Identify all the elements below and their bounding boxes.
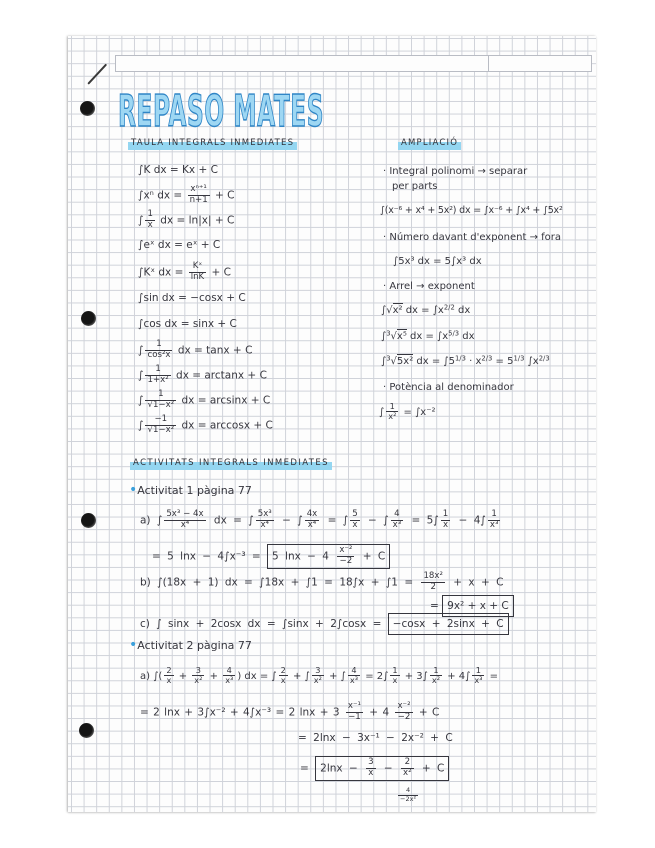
note-line <box>383 378 514 398</box>
side-note <box>396 786 420 806</box>
fraction-denominator: x² <box>403 767 412 778</box>
fraction-denominator: x <box>441 520 450 531</box>
fraction <box>164 510 205 531</box>
formula-line <box>138 415 273 436</box>
punch-hole <box>80 101 95 116</box>
math-text: ) dx = ∫ <box>237 670 277 682</box>
math-text: dx = tanx + C <box>174 344 253 357</box>
math-text: = ∫ <box>321 514 349 527</box>
math-text: − ∫ <box>275 514 303 527</box>
fraction-numerator: 4 <box>394 509 400 519</box>
math-text: + C <box>208 266 232 279</box>
fraction-denominator: −1 <box>346 712 363 723</box>
math-text: ∫√ <box>381 305 393 316</box>
fraction-denominator: x <box>390 675 399 685</box>
formula-line <box>138 288 246 308</box>
fraction-numerator: 1 <box>389 401 395 411</box>
fraction-denominator: x² <box>388 411 397 422</box>
fraction-numerator: 2 <box>404 757 411 767</box>
math-text: − ∫ <box>361 514 389 527</box>
fraction <box>346 702 363 723</box>
fraction-numerator: 1 <box>491 509 497 519</box>
math-text: + <box>175 670 191 682</box>
fraction <box>145 390 176 411</box>
math-text: + C <box>211 189 235 202</box>
math-text: = <box>486 670 499 682</box>
fraction <box>430 666 442 686</box>
math-text: 9x² + x + C <box>447 600 509 612</box>
fraction-denominator: √1−x² <box>147 399 175 410</box>
fraction-numerator: 1 <box>392 665 398 675</box>
fraction-numerator: 1 <box>147 209 153 219</box>
bullet-dot: • <box>129 637 138 653</box>
math-text: − 4∫ <box>452 514 486 527</box>
fraction-numerator: xⁿ⁺¹ <box>190 184 207 194</box>
superscript: 3 <box>386 329 391 338</box>
fraction-denominator: √1−x² <box>147 424 175 435</box>
math-text: ∫ <box>138 344 144 357</box>
solution-line <box>152 544 390 569</box>
fraction-numerator: Kˣ <box>192 261 203 271</box>
note-line <box>383 277 475 297</box>
fraction <box>337 546 354 567</box>
fraction <box>390 666 399 686</box>
fraction <box>145 415 176 436</box>
math-text: = 2∫ <box>362 670 389 682</box>
math-text: + ∫ <box>325 670 346 682</box>
note-line <box>383 228 561 248</box>
math-text: − <box>377 762 400 775</box>
math-text: = 5 lnx − 4∫x⁻³ = <box>152 550 268 563</box>
fraction-numerator: 3 <box>315 665 321 675</box>
fraction-denominator: x <box>145 220 154 231</box>
fraction <box>366 758 375 779</box>
math-text: ∫ <box>379 406 385 418</box>
formula-line <box>138 390 270 411</box>
math-text: · Número davant d'exponent → fora <box>383 232 562 243</box>
fraction <box>401 758 414 779</box>
fraction <box>256 510 274 531</box>
math-text: dx = arctanx + C <box>172 369 267 382</box>
fraction <box>188 185 210 206</box>
fraction-numerator: 2 <box>280 665 286 675</box>
solution-line <box>298 728 453 748</box>
math-text: + <box>206 670 222 682</box>
fraction-numerator: 4x <box>306 509 318 519</box>
fraction-numerator: −1 <box>154 414 168 424</box>
fraction-numerator: 1 <box>155 364 161 374</box>
punch-hole <box>79 723 94 738</box>
math-text: ∫5x³ dx = 5∫x³ dx <box>393 256 482 267</box>
math-text: + 3∫ <box>401 670 428 682</box>
fraction <box>312 666 324 686</box>
superscript: 1/3 <box>454 354 466 363</box>
formula-line <box>380 201 563 221</box>
fraction-denominator: x⁴ <box>164 520 205 531</box>
solution-line <box>140 510 502 531</box>
superscript: 3 <box>386 354 391 363</box>
section-heading-activitats: ACTIVITATS INTEGRALS INMEDIATES <box>130 457 332 470</box>
solution-line <box>300 756 449 781</box>
formula-line <box>138 262 231 283</box>
math-text: + 4∫ <box>444 670 471 682</box>
math-text: a) ∫ <box>140 514 163 527</box>
math-text: ∫Kˣ dx = <box>138 266 187 279</box>
math-text: = ∫x⁻² <box>400 406 436 418</box>
fraction <box>395 702 412 723</box>
answer-box <box>267 544 390 569</box>
solution-line <box>140 613 509 635</box>
fraction-numerator: 2 <box>166 665 172 675</box>
fraction <box>398 787 418 803</box>
math-text: dx = ∫x <box>406 331 449 342</box>
formula-line <box>138 160 218 180</box>
section-heading-taula: TAULA INTEGRALS INMEDIATES <box>128 137 297 150</box>
page-title: REPASO MATES <box>118 86 325 137</box>
math-text: = <box>300 762 316 775</box>
formula-line <box>138 185 235 206</box>
formula-line <box>138 314 237 334</box>
fraction-numerator: 1 <box>442 509 449 519</box>
solution-line <box>140 666 498 687</box>
math-text: 2lnx − <box>320 762 365 775</box>
math-text: ∫ <box>381 356 387 367</box>
math-text: ∫ <box>138 419 144 432</box>
fraction-denominator: x³ <box>392 519 402 530</box>
formula-line <box>393 252 482 272</box>
punch-hole <box>81 513 96 528</box>
fraction <box>145 210 154 231</box>
fraction-numerator: 3 <box>195 665 201 675</box>
math-text: · Arrel → exponent <box>383 281 475 292</box>
math-text: −cosx + 2sinx + C <box>392 618 504 630</box>
fraction <box>305 510 320 531</box>
fraction-denominator: −2 <box>395 712 412 723</box>
fraction-denominator: x <box>366 768 375 779</box>
fraction-denominator: x³ <box>474 675 483 686</box>
activity-label: Activitat 2 pàgina 77 <box>137 639 252 652</box>
math-text: dx = arccosx + C <box>178 419 273 432</box>
math-text: + C <box>415 762 445 775</box>
math-text: per parts <box>392 181 438 192</box>
fraction <box>441 510 450 531</box>
fraction-denominator: lnK <box>190 271 205 282</box>
fraction <box>391 510 404 531</box>
answer-box <box>388 613 509 635</box>
math-text: ∫eˣ dx = eˣ + C <box>138 239 221 251</box>
fraction-denominator: x <box>164 675 173 685</box>
formula-line <box>138 235 220 255</box>
math-text: ∫K dx = Kx + C <box>138 164 218 176</box>
fraction <box>223 666 235 686</box>
math-text: = 2 lnx + 3∫x⁻² + 4∫x⁻³ = 2 lnx + 3 <box>140 706 344 719</box>
math-text: + 4 <box>364 706 394 719</box>
superscript: 2/2 <box>443 303 455 312</box>
fraction <box>189 262 206 283</box>
math-text: = 5∫ <box>405 514 439 527</box>
math-text: + C <box>414 706 440 719</box>
radicand: x² <box>392 305 403 316</box>
fraction-numerator: 1 <box>158 389 164 399</box>
math-text: + ∫ <box>289 670 310 682</box>
math-text: √ <box>390 356 397 367</box>
fraction-numerator: x⁻² <box>339 545 353 555</box>
fraction-numerator: x⁻¹ <box>347 701 361 711</box>
math-text: c) ∫ sinx + 2cosx dx = ∫sinx + 2∫cosx = <box>140 618 388 630</box>
formula-line <box>381 301 470 321</box>
fraction <box>472 666 484 686</box>
fraction-denominator: x⁴ <box>305 520 320 531</box>
math-text: ∫ <box>381 331 387 342</box>
fraction-denominator: n+1 <box>189 194 208 205</box>
math-text: dx <box>454 305 471 316</box>
activity-title <box>129 480 252 501</box>
math-text: dx = ∫x <box>402 305 444 316</box>
fraction <box>145 365 170 386</box>
fraction-denominator: x⁴ <box>256 520 274 531</box>
math-text: ∫ <box>138 394 144 407</box>
fraction <box>386 402 398 422</box>
math-text: + x + C <box>446 576 504 589</box>
fraction <box>279 666 288 686</box>
superscript: 5/3 <box>448 329 460 338</box>
fraction-denominator: x <box>279 675 288 685</box>
math-text: ∫ <box>138 369 144 382</box>
math-text: · Integral polinomi → separar <box>383 166 528 177</box>
fraction-numerator: 5x³ − 4x <box>166 509 204 519</box>
fraction <box>192 666 204 686</box>
punch-hole <box>81 311 96 326</box>
radicand: 5x² <box>396 356 414 367</box>
fraction-numerator: x⁻² <box>397 701 411 711</box>
fraction-denominator: x³ <box>489 519 499 530</box>
fraction-denominator: x² <box>313 675 322 686</box>
math-text: ∫ <box>138 214 144 227</box>
math-text: dx = arcsinx + C <box>178 394 271 407</box>
header-box <box>115 55 592 72</box>
math-text: ∫sin dx = −cosx + C <box>138 292 246 304</box>
fraction-numerator: 5x³ <box>257 509 272 519</box>
fraction-denominator: 2 <box>421 582 444 593</box>
fraction-denominator: x³ <box>225 675 234 686</box>
fraction-numerator: 4 <box>351 665 357 675</box>
math-text: a) ∫( <box>140 670 163 682</box>
fraction-numerator: 4 <box>226 665 232 675</box>
superscript: 2/3 <box>481 354 493 363</box>
radicand: x⁵ <box>396 331 407 342</box>
math-text: ∫x <box>524 356 539 367</box>
math-text: = 5 <box>492 356 514 367</box>
fraction <box>164 666 173 686</box>
fraction-denominator: x² <box>194 675 203 686</box>
math-text: dx = ∫5 <box>413 356 455 367</box>
math-text: 5 lnx − 4 <box>272 550 336 563</box>
fraction-denominator: −2 <box>337 556 354 567</box>
fraction <box>348 666 360 686</box>
fraction-numerator: 5 <box>352 509 358 519</box>
section-heading-ampliacio: AMPLIACIÓ <box>398 137 461 150</box>
formula-line <box>138 365 267 386</box>
activity-label: Activitat 1 pàgina 77 <box>137 484 252 497</box>
math-text: b) ∫(18x + 1) dx = ∫18x + ∫1 = 18∫x + ∫1 = <box>140 576 420 589</box>
math-text: dx = ∫ <box>207 514 254 527</box>
solution-line <box>140 572 503 593</box>
math-text: √ <box>390 331 397 342</box>
math-text: = 2lnx − 3x⁻¹ − 2x⁻² + C <box>298 732 453 744</box>
activity-title <box>129 635 252 656</box>
fraction-denominator: x² <box>431 675 441 686</box>
fraction-denominator: cos²x <box>147 349 171 360</box>
fraction <box>488 510 501 531</box>
math-text: + C <box>356 550 386 563</box>
superscript: 1/3 <box>513 354 525 363</box>
math-text: · x <box>465 356 482 367</box>
math-text: ∫(x⁻⁶ + x⁴ + 5x²) dx = ∫x⁻⁶ + ∫x⁴ + ∫5x² <box>380 205 563 216</box>
answer-box <box>315 756 449 781</box>
fraction-denominator: −2x² <box>400 795 417 803</box>
fraction-numerator: 3 <box>368 757 374 767</box>
formula-line <box>138 210 234 231</box>
math-text: dx = ln|x| + C <box>156 214 235 227</box>
math-text: ∫xⁿ dx = <box>138 189 186 202</box>
bullet-dot: • <box>129 482 138 498</box>
fraction-numerator: 1 <box>475 665 481 675</box>
fraction-numerator: 18x² <box>423 571 443 581</box>
fraction <box>421 572 444 593</box>
math-text: ∫cos dx = sinx + C <box>138 318 237 330</box>
formula-line <box>138 340 252 361</box>
fraction-denominator: 1+x² <box>147 374 169 385</box>
formula-line <box>379 402 436 423</box>
superscript: 2/3 <box>538 354 550 363</box>
math-text: dx <box>459 331 475 342</box>
fraction-numerator: 1 <box>156 339 162 349</box>
fraction-numerator: 1 <box>433 665 439 675</box>
fraction-denominator: x <box>350 520 359 531</box>
note-line <box>392 177 438 197</box>
fraction-numerator: 4 <box>405 786 411 795</box>
math-text: = <box>430 600 443 612</box>
formula-line <box>381 327 475 347</box>
fraction-denominator: x³ <box>349 675 359 686</box>
fraction <box>145 340 172 361</box>
header-divider <box>488 56 489 71</box>
fraction <box>350 510 359 531</box>
math-text: · Potència al denominador <box>383 382 514 393</box>
solution-line <box>140 702 439 723</box>
formula-line <box>381 352 550 372</box>
